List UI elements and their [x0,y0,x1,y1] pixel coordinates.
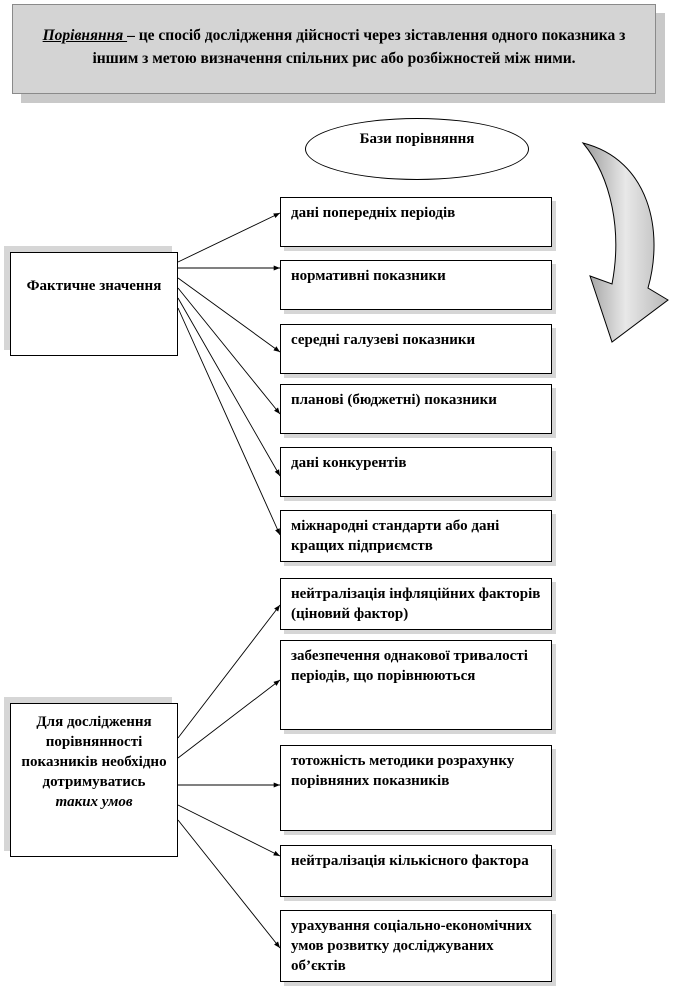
connector-cond-1 [178,605,280,738]
connector-fact-6 [178,308,280,535]
base-item-label: міжнародні стандарти або дані кращих підприємств [291,518,500,554]
conditions-source-emphasis: таких умов [55,794,133,810]
definition-box [12,4,656,96]
condition-item-1 [280,578,552,630]
definition-text [22,24,646,70]
base-item-label: планові (бюджетні) показники [291,392,497,408]
connector-cond-4 [178,805,280,856]
connector-fact-3 [178,278,280,352]
condition-item-4 [280,845,552,897]
definition-term: Порівняння [42,27,128,44]
base-item-1 [280,197,552,247]
curved-arrow-icon [583,143,668,342]
base-item-label: дані попередніх періодів [291,205,456,221]
connector-fact-4 [178,288,280,414]
base-item-6 [280,510,552,562]
condition-item-5 [280,910,552,982]
base-item-5 [280,447,552,497]
base-item-label: нормативні показники [291,268,446,284]
connector-cond-5 [178,820,280,948]
connector-fact-5 [178,298,280,476]
base-item-label: середні галузеві показники [291,332,476,348]
condition-item-2 [280,640,552,730]
base-item-2 [280,260,552,310]
conditions-source-label: Для дослідження порівнянності показників необхідно дотримуватись [21,714,167,790]
condition-item-3 [280,745,552,831]
conditions-source-box [10,703,178,857]
condition-item-label: тотожність методики розрахунку порівняних показників [291,753,515,789]
base-item-4 [280,384,552,434]
condition-item-label: нейтралізація інфляційних факторів (ціновий фактор) [291,586,541,622]
connector-cond-2 [178,680,280,758]
condition-item-label: урахування соціально-економічних умов розвитку досліджуваних об’єктів [291,918,532,974]
bases-title: Бази порівняння [359,131,475,147]
definition-body: – це спосіб дослідження дійсності через зіставлення одного показника з іншим з метою визначення спільних рис або розбіжностей між ними. [92,27,626,67]
base-item-label: дані конкурентів [291,455,407,471]
bases-ellipse [305,118,529,180]
fact-value-label: Фактичне значення [26,278,162,294]
base-item-3 [280,324,552,374]
condition-item-label: нейтралізація кількісного фактора [291,853,529,869]
connector-fact-1 [178,213,280,262]
fact-value-box [10,252,178,356]
condition-item-label: забезпечення однакової тривалості періодів, що порівнюються [291,648,528,684]
